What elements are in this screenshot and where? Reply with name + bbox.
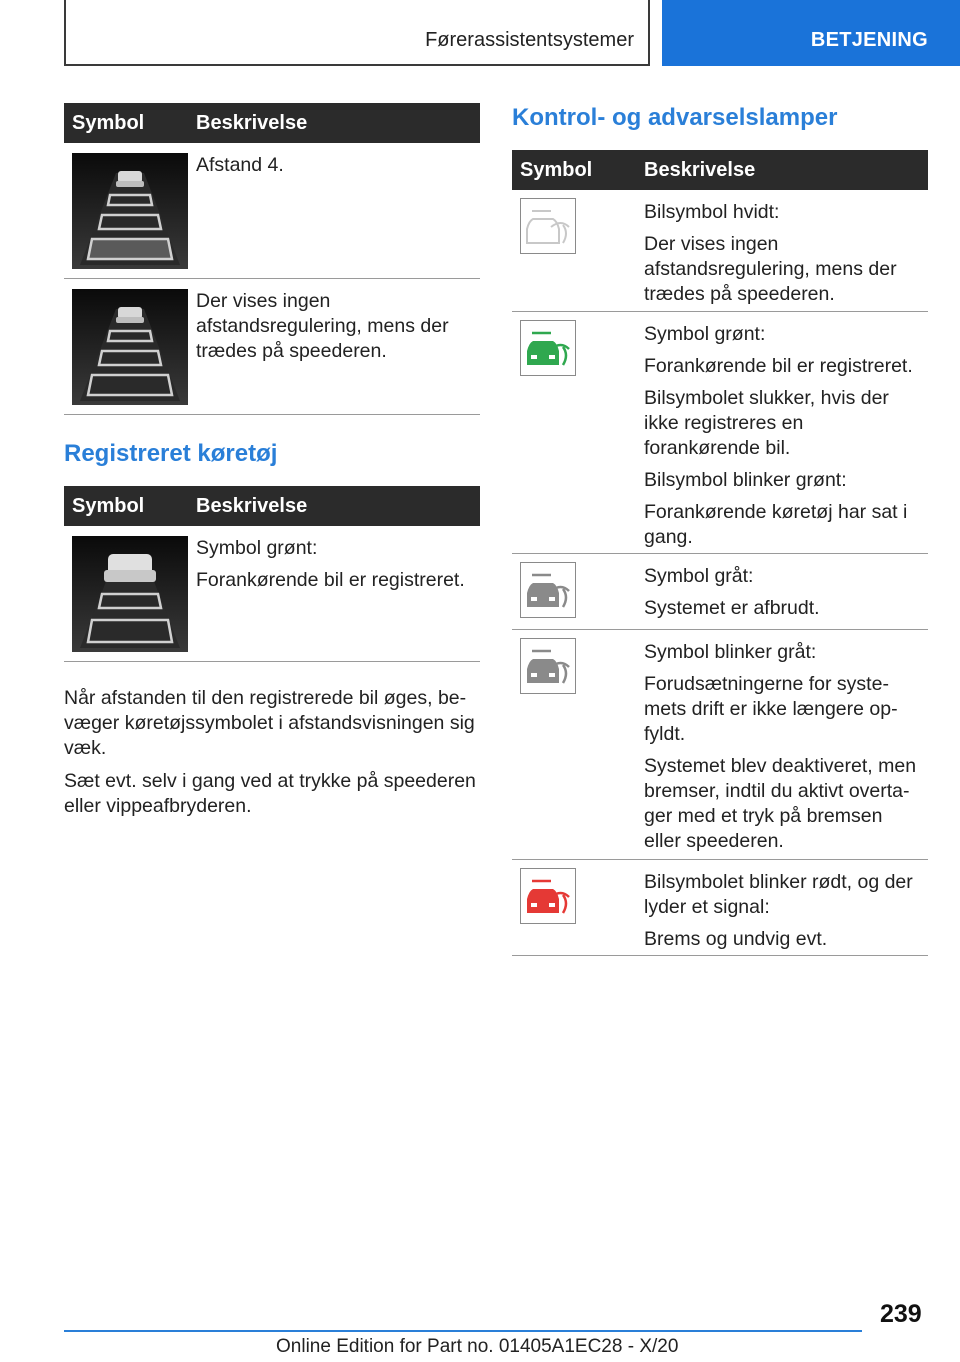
table-row <box>512 630 928 860</box>
description-line: Symbol blinker gråt: <box>644 641 817 663</box>
table-row <box>64 526 480 662</box>
car-symbol-green-icon <box>520 320 576 376</box>
row-description <box>196 289 470 371</box>
row-description <box>644 870 918 959</box>
description-line: Systemet er afbrudt. <box>644 597 820 619</box>
header-description: Beskrivelse <box>196 112 308 134</box>
header-section-title: Førerassistentsystemer <box>425 29 634 51</box>
table-row <box>512 312 928 554</box>
header-description: Beskrivelse <box>196 495 308 517</box>
description-line: Symbol gråt: <box>644 565 754 587</box>
header-symbol: Symbol <box>72 112 145 134</box>
footer-edition: Online Edition for Part no. 01405A1EC28 - X/20 <box>276 1336 679 1357</box>
car-symbol-grey-flashing-icon <box>520 638 576 694</box>
row-description <box>644 200 918 314</box>
header-section-tab <box>64 0 650 66</box>
table-row <box>512 860 928 956</box>
body-text <box>64 686 480 827</box>
table-row <box>512 554 928 630</box>
header-symbol: Symbol <box>520 159 593 181</box>
description-line: Afstand 4. <box>196 154 284 176</box>
description-line: Systemet blev deaktiveret, men bremser, indtil du aktivt overtager med et tryk på bremsen eller speederen. <box>644 755 917 852</box>
distance-symbol-table <box>64 103 480 415</box>
description-line: Forankørende bil er registreret. <box>644 355 913 377</box>
car-symbol-red-icon <box>520 868 576 924</box>
description-line: Forankørende bil er registreret. <box>196 569 465 591</box>
description-line: Der vises ingen afstandsregulering, mens der trædes på speederen. <box>644 233 897 305</box>
page-number: 239 <box>880 1300 922 1328</box>
header-description: Beskrivelse <box>644 159 756 181</box>
table-header <box>64 486 480 526</box>
row-description <box>196 153 470 185</box>
table-row <box>512 190 928 312</box>
car-symbol-white-icon <box>520 198 576 254</box>
warning-lamps-table <box>512 150 928 956</box>
registered-vehicle-table <box>64 486 480 662</box>
footer-divider <box>64 1330 862 1332</box>
row-description <box>644 640 918 861</box>
car-symbol-grey-icon <box>520 562 576 618</box>
description-line: Forudsætningerne for systemets drift er ikke længere opfyldt. <box>644 673 898 745</box>
description-line: Der vises ingen afstandsregulering, mens der trædes på speederen. <box>196 290 449 362</box>
table-row <box>64 279 480 415</box>
header-chapter-title: BETJENING <box>810 29 928 51</box>
table-row <box>64 143 480 279</box>
registered-vehicle-title: Registreret køretøj <box>64 440 278 467</box>
description-line: Forankørende køretøj har sat i gang. <box>644 501 908 548</box>
table-header <box>512 150 928 190</box>
description-line: Bilsymbol hvidt: <box>644 201 780 223</box>
warning-lamps-title: Kontrol- og advarselslamper <box>512 104 838 131</box>
description-line: Bilsymbolet blinker rødt, og der lyder et signal: <box>644 871 913 918</box>
description-line: Symbol grønt: <box>644 323 766 345</box>
description-line: Bilsymbol blinker grønt: <box>644 469 847 491</box>
no-distance-control-display-icon <box>72 289 188 405</box>
header-symbol: Symbol <box>72 495 145 517</box>
description-line: Symbol grønt: <box>196 537 318 559</box>
description-line: Brems og undvig evt. <box>644 928 828 950</box>
registered-vehicle-display-icon <box>72 536 188 652</box>
distance-4-display-icon <box>72 153 188 269</box>
header-chapter-tab <box>662 0 960 66</box>
row-description <box>644 564 918 628</box>
row-description <box>196 536 470 600</box>
row-description <box>644 322 918 557</box>
paragraph: Når afstanden til den registrerede bil øges, bevæger køretøjssymbolet i afstandsvisningen sig væk. <box>64 687 475 759</box>
paragraph: Sæt evt. selv i gang ved at trykke på speederen eller vippeafbryderen. <box>64 770 476 817</box>
table-header <box>64 103 480 143</box>
description-line: Bilsymbolet slukker, hvis der ikke registreres en forankørende bil. <box>644 387 889 459</box>
